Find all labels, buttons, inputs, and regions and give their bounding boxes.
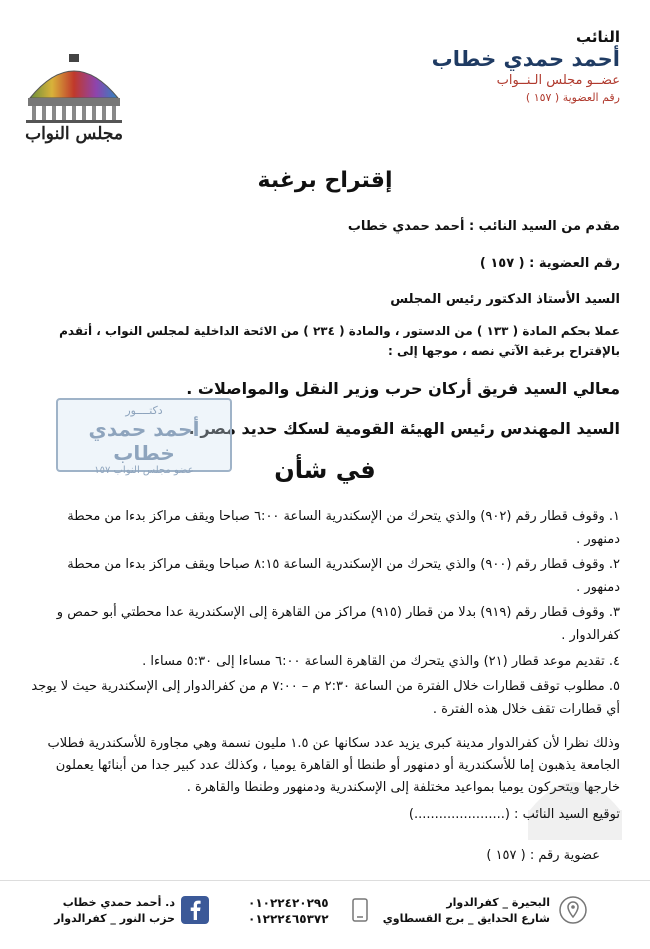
signature-line: توقيع السيد النائب : (......................) (408, 807, 620, 822)
footer-phones (248, 895, 329, 927)
address-line: البحيرة _ كفرالدوار (446, 896, 550, 909)
addressee: السيد الأستاذ الدكتور رئيس المجلس (390, 292, 620, 307)
facebook-party: حزب النور _ كفرالدوار (54, 912, 175, 925)
list-item: ٣. وقوف قطار رقم (٩١٩) بدلا من قطار (٩١٥) مراكز من القاهرة إلى الإسكندرية عدا محطتي أبو حمص و كفرالدوار . (56, 605, 620, 643)
list-item: ٢. وقوف قطار رقم (٩٠٠) والذي يتحرك من الإسكندرية الساعة ٨:١٥ صباحا ويقف مراكز بدءا من محطة دمنهور . (67, 557, 620, 595)
member-title: النائب (575, 28, 620, 46)
footer (0, 880, 650, 949)
footer-address (383, 895, 550, 927)
signature-membership: عضوية رقم : ( ١٥٧ ) (486, 848, 600, 863)
recipient-railways: السيد المهندس رئيس الهيئة القومية لسكك حديد مصر . (188, 419, 620, 438)
subject-heading: في شأن (274, 456, 376, 484)
member-header (390, 28, 620, 106)
mobile-phone-icon (345, 895, 375, 925)
stamp-role: عضو مجلس النواب ١٥٧ (94, 465, 194, 476)
address-line: شارع الحدايق _ برج القسطاوي (382, 912, 550, 925)
footer-facebook (54, 895, 175, 927)
phone-number: ٠١٢٢٢٤٦٥٣٧٢ (248, 912, 329, 926)
membership-number: رقم العضوية : ( ١٥٧ ) (479, 256, 620, 271)
submitted-by: مقدم من السيد النائب : أحمد حمدي خطاب (347, 219, 620, 234)
member-name: أحمد حمدي خطاب (431, 47, 620, 71)
justification: وذلك نظرا لأن كفرالدوار مدينة كبرى يزيد عدد سكانها عن ١.٥ مليون نسمة وهي مجاورة للأسكندرية فطلاب الجامعة يذهبون إما للأسكندرية أو دمنهور أو طنطا أو القاهرة يوميا ، وكذلك عدد كبير جدا من أبنائها يعملون خارجها ويتحركون يوميا بمواعيد مختلفة إلى الإسكندرية ودمنهور وطنطا والقاهرة . (47, 736, 620, 795)
location-pin-icon (558, 895, 588, 925)
facebook-name: د. أحمد حمدي خطاب (62, 896, 175, 909)
facebook-icon[interactable] (180, 895, 210, 925)
stamp-name: أحمد حمدي خطاب (88, 417, 200, 465)
stamp-title: دكتــــور (125, 404, 163, 417)
member-role: عضــو مجلس الـنــواب (496, 73, 620, 88)
list-item: ٤. تقديم موعد قطار (٢١) والذي يتحرك من القاهرة الساعة ٦:٠٠ مساءا إلى ٥:٣٠ مساءا . (142, 654, 620, 669)
document-title: إقتراح برغبة (257, 168, 393, 193)
phone-number: ٠١٠٢٢٤٢٠٢٩٥ (248, 896, 329, 910)
list-item: ١. وقوف قطار رقم (٩٠٢) والذي يتحرك من الإسكندرية الساعة ٦:٠٠ صباحا ويقف مراكز بدءا من محطة دمنهور . (67, 509, 620, 547)
list-item: ٥. مطلوب توقف قطارات خلال الفترة من الساعة ٢:٣٠ م – ٧:٠٠ م من كفرالدوار إلى الإسكندرية حيث لا يوجد أي قطارات تقف خلال هذه الفترة . (31, 679, 620, 717)
recipient-minister: معالي السيد فريق أركان حرب وزير النقل والمواصلات . (186, 379, 620, 398)
logo-text: مجلس النواب (25, 124, 123, 144)
parliament-logo (20, 50, 128, 150)
preamble: عملا بحكم المادة ( ١٣٣ ) من الدستور ، والمادة ( ٢٣٤ ) من الائحة الداخلية لمجلس النواب ، أتقدم بالإقتراح برغبة الآتي نصه ، موجها إلى : (59, 324, 620, 358)
member-number: رقم العضوية ( ١٥٧ ) (525, 91, 620, 104)
